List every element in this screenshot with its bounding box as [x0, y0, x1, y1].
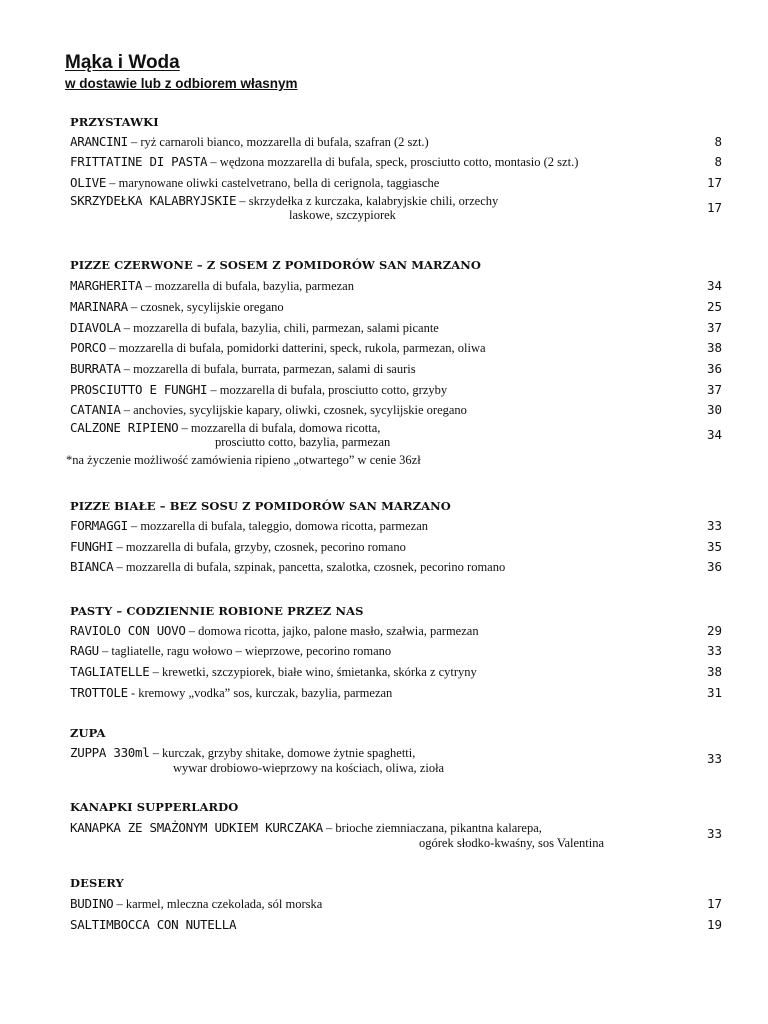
item-description: – mozzarella di bufala, szpinak, pancetta, szalotka, czosnek, pecorino romano: [113, 560, 506, 574]
menu-item-margherita: [70, 279, 354, 293]
item-name: TAGLIATELLE: [70, 664, 150, 679]
item-description: – tagliatelle, ragu wołowo – wieprzowe, pecorino romano: [98, 644, 392, 658]
item-name: RAVIOLO CON UOVO: [70, 623, 186, 638]
item-description: – krewetki, szczypiorek, białe wino, śmietanka, skórka z cytryny: [149, 665, 477, 679]
item-description: – mozzarella di bufala, bazylia, parmezan: [142, 279, 354, 293]
item-name: ZUPPA 330ml: [70, 745, 150, 760]
item-price: 33: [706, 518, 722, 533]
item-name: DIAVOLA: [70, 320, 121, 335]
item-price: 31: [706, 685, 722, 700]
item-description: – skrzydełka z kurczaka, kalabryjskie chili, orzechy: [236, 194, 499, 208]
item-price: 37: [706, 320, 722, 335]
menu-item-funghi: [70, 540, 406, 554]
item-name: PROSCIUTTO E FUNGHI: [70, 382, 208, 397]
item-name: CALZONE RIPIENO: [70, 420, 179, 435]
item-description: – domowa ricotta, jajko, palone masło, szałwia, parmezan: [185, 624, 479, 638]
menu-item-ragu: [70, 644, 391, 658]
menu-item-frittatine: [70, 155, 578, 169]
item-price: 8: [714, 154, 722, 169]
item-price: 30: [706, 402, 722, 417]
item-description: – karmel, mleczna czekolada, sól morska: [113, 897, 323, 911]
item-price: 34: [706, 278, 722, 293]
menu-item-kanapka: [70, 821, 542, 835]
item-price: 35: [706, 539, 722, 554]
item-price: 34: [706, 427, 722, 442]
item-price: 36: [706, 361, 722, 376]
section-heading-pizze-czerwone: PIZZE CZERWONE – Z SOSEM Z POMIDORÓW SAN MARZANO: [70, 258, 481, 272]
item-description: – mozzarella di bufala, bazylia, chili, parmezan, salami picante: [120, 321, 439, 335]
item-description: – mozzarella di bufala, grzyby, czosnek, pecorino romano: [113, 540, 406, 554]
section-heading-kanapki: KANAPKI SUPPERLARDO: [70, 800, 239, 814]
item-description: – mozzarella di bufala, domowa ricotta,: [178, 421, 381, 435]
item-name: OLIVE: [70, 175, 107, 190]
item-description: – czosnek, sycylijskie oregano: [127, 300, 284, 314]
section-heading-pizze-biale: PIZZE BIAŁE – BEZ SOSU Z POMIDORÓW SAN MARZANO: [70, 499, 451, 513]
item-price: 37: [706, 382, 722, 397]
menu-item-tagliatelle: [70, 665, 477, 679]
item-description: - kremowy „vodka” sos, kurczak, bazylia, parmezan: [127, 686, 393, 700]
item-description: – mozzarella di bufala, burrata, parmezan, salami di sauris: [120, 362, 416, 376]
menu-item-skrzydelka: [70, 194, 498, 208]
menu-item-arancini: [70, 135, 429, 149]
item-price: 33: [706, 751, 722, 766]
item-description-continued: ogórek słodko-kwaśny, sos Valentina: [419, 836, 605, 850]
item-name: SALTIMBOCCA CON NUTELLA: [70, 917, 237, 932]
item-name: TROTTOLE: [70, 685, 128, 700]
item-name: FRITTATINE DI PASTA: [70, 154, 208, 169]
item-description: – brioche ziemniaczana, pikantna kalarepa,: [322, 821, 542, 835]
item-description: – anchovies, sycylijskie kapary, oliwki, czosnek, sycylijskie oregano: [120, 403, 467, 417]
menu-item-budino: [70, 897, 322, 911]
section-heading-przystawki: PRZYSTAWKI: [70, 115, 159, 129]
item-price: 8: [714, 134, 722, 149]
item-name: FORMAGGI: [70, 518, 128, 533]
item-name: CATANIA: [70, 402, 121, 417]
calzone-note: *na życzenie możliwość zamówienia ripieno „otwartego” w cenie 36zł: [66, 453, 421, 467]
menu-item-formaggi: [70, 519, 428, 533]
item-price: 29: [706, 623, 722, 638]
item-price: 38: [706, 340, 722, 355]
item-name: RAGU: [70, 643, 99, 658]
menu-item-burrata: [70, 362, 416, 376]
delivery-subtitle: w dostawie lub z odbiorem własnym: [65, 76, 298, 91]
item-name: KANAPKA ZE SMAŻONYM UDKIEM KURCZAKA: [70, 820, 323, 835]
item-description: – kurczak, grzyby shitake, domowe żytnie spaghetti,: [149, 746, 416, 760]
item-price: 33: [706, 643, 722, 658]
item-name: BURRATA: [70, 361, 121, 376]
item-price: 38: [706, 664, 722, 679]
item-description: – mozzarella di bufala, taleggio, domowa ricotta, parmezan: [127, 519, 429, 533]
menu-item-trottole: [70, 686, 392, 700]
menu-item-olive: [70, 176, 439, 190]
menu-item-bianca: [70, 560, 505, 574]
item-name: ARANCINI: [70, 134, 128, 149]
item-name: BUDINO: [70, 896, 114, 911]
menu-item-zuppa: [70, 746, 415, 760]
menu-item-raviolo: [70, 624, 479, 638]
menu-item-prosciutto-e-funghi: [70, 383, 447, 397]
item-name: BIANCA: [70, 559, 114, 574]
menu-item-saltimbocca: [70, 918, 236, 932]
item-price: 36: [706, 559, 722, 574]
item-description: – marynowane oliwki castelvetrano, bella di cerignola, taggiasche: [106, 176, 440, 190]
item-price: 17: [706, 175, 722, 190]
item-name: FUNGHI: [70, 539, 114, 554]
item-name: PORCO: [70, 340, 107, 355]
item-price: 19: [706, 917, 722, 932]
item-price: 25: [706, 299, 722, 314]
item-description-continued: prosciutto cotto, bazylia, parmezan: [215, 435, 391, 449]
section-heading-desery: DESERY: [70, 876, 124, 890]
section-heading-zupa: ZUPA: [70, 726, 106, 740]
menu-item-diavola: [70, 321, 439, 335]
item-description: – mozzarella di bufala, pomidorki datterini, speck, rukola, parmezan, oliwa: [106, 341, 486, 355]
item-price: 17: [706, 200, 722, 215]
item-price: 17: [706, 896, 722, 911]
item-price: 33: [706, 826, 722, 841]
item-name: MARGHERITA: [70, 278, 143, 293]
item-name: MARINARA: [70, 299, 128, 314]
item-description: – wędzona mozzarella di bufala, speck, prosciutto cotto, montasio (2 szt.): [207, 155, 579, 169]
item-name: SKRZYDEŁKA KALABRYJSKIE: [70, 193, 237, 208]
item-description-continued: laskowe, szczypiorek: [289, 208, 396, 222]
menu-item-porco: [70, 341, 486, 355]
item-description: – ryż carnaroli bianco, mozzarella di bufala, szafran (2 szt.): [127, 135, 429, 149]
menu-item-catania: [70, 403, 467, 417]
menu-item-calzone-ripieno: [70, 421, 380, 435]
item-description-continued: wywar drobiowo-wieprzowy na kościach, oliwa, zioła: [173, 761, 445, 775]
restaurant-title: Mąka i Woda: [65, 52, 180, 73]
menu-item-marinara: [70, 300, 284, 314]
section-heading-pasty: PASTY – CODZIENNIE ROBIONE PRZEZ NAS: [70, 604, 364, 618]
item-description: – mozzarella di bufala, prosciutto cotto, grzyby: [207, 383, 448, 397]
